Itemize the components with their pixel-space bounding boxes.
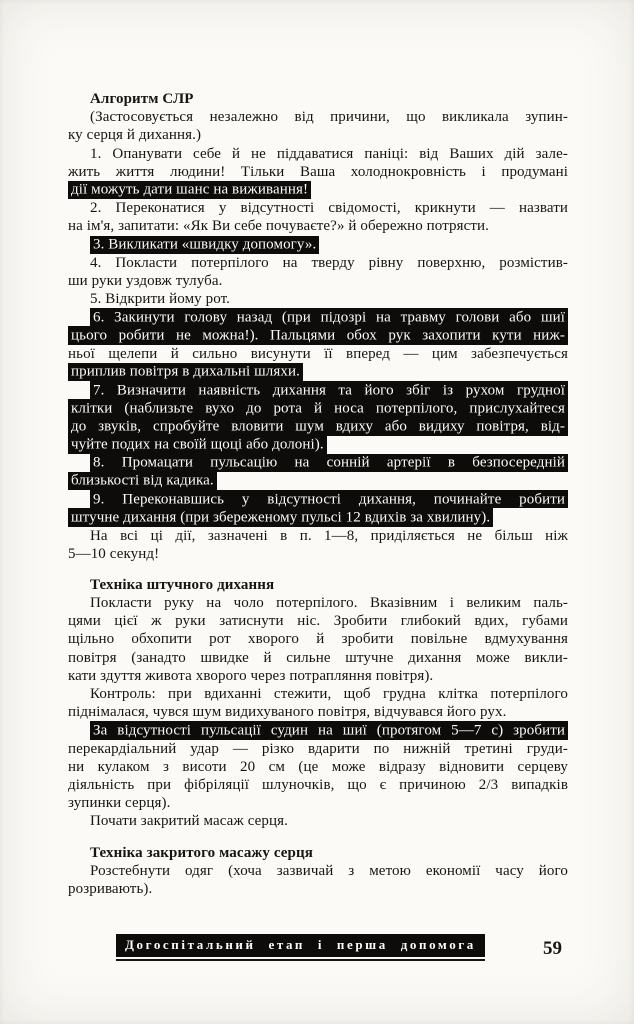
section-heading: [68, 576, 568, 594]
line-text: Почати закритий масаж серця.: [90, 813, 288, 830]
line-text: 3. Викликати «швидку допомогу».: [90, 236, 319, 254]
text-line: [68, 776, 568, 794]
text-line: [68, 254, 568, 272]
text-line: [68, 721, 568, 739]
text-line: [68, 527, 568, 545]
text-line: [68, 490, 568, 508]
line-text: 5—10 секунд!: [68, 545, 160, 562]
line-text: до звуків, спробуйте вловити шум вдиху або видиху повітря, від-: [68, 417, 568, 435]
line-text: 4. Покласти потерпілого на тверду рівну поверхню, розмістив-: [90, 254, 568, 271]
text-line: [68, 545, 568, 563]
text-line: [68, 236, 568, 254]
line-text: Контроль: при вдиханні стежити, щоб грудна клітка потерпілого: [90, 686, 568, 702]
line-text: ку серця й дихання.): [68, 127, 202, 144]
text-line: [68, 667, 568, 685]
text-line: [68, 880, 568, 898]
page-number: 59: [543, 938, 562, 959]
text-line: [68, 703, 568, 721]
text-line: [68, 612, 568, 630]
line-text: жить життя людини! Тільки Ваша холоднокровність і продумані: [68, 163, 568, 180]
line-text: 9. Переконавшись у відсутності дихання, починайте робити: [90, 490, 568, 508]
text-line: [68, 740, 568, 758]
line-text: цього робити не можна!). Пальцями обох рук захопити кути ниж-: [68, 326, 568, 344]
line-text: розривають).: [68, 880, 153, 897]
line-text: За відсутності пульсації судин на шиї (протягом 5—7 с) зробити: [90, 721, 568, 739]
text-line: [68, 181, 568, 199]
text-line: [68, 199, 568, 217]
line-text: штучне дихання (при збереженому пульсі 12 вдихів за хвилину).: [68, 508, 493, 526]
section-heading: [68, 90, 568, 108]
text-line: [68, 685, 568, 703]
line-text: чуйте подих на своїй щоці або долоні).: [68, 436, 327, 454]
line-text: Техніка штучного дихання: [90, 576, 275, 593]
text-column: [68, 90, 568, 898]
text-line: [68, 862, 568, 880]
line-text: перекардіальний удар — різко вдарити по нижній третині груди-: [68, 740, 568, 757]
text-line: [68, 272, 568, 290]
text-line: [68, 794, 568, 812]
text-line: [68, 594, 568, 612]
text-line: [68, 508, 568, 526]
line-text: Покласти руку на чоло потерпілого. Вказівним і великим паль-: [90, 595, 568, 612]
text-line: [68, 812, 568, 830]
line-text: діяльність при фібріляції шлуночків, що є причиною 2/3 випадків: [68, 776, 568, 793]
section-heading: [68, 844, 568, 862]
text-line: [68, 308, 568, 326]
line-text: 7. Визначити наявність дихання та його збіг із рухом грудної: [90, 381, 568, 399]
page-footer: [68, 934, 568, 961]
text-line: [68, 145, 568, 163]
text-line: [68, 126, 568, 144]
text-line: [68, 399, 568, 417]
line-text: щільно обхопити рот хворого й зробити повільне вдмухування: [68, 631, 568, 648]
line-text: 6. Закинути голову назад (при підозрі на травму голови або шиї: [90, 308, 568, 326]
line-text: 8. Промацати пульсацію на сонній артерії в безпосередній: [90, 454, 568, 472]
line-text: 2. Переконатися у відсутності свідомості, крикнути — назвати: [90, 200, 568, 217]
text-line: [68, 163, 568, 181]
footer-rule: [116, 934, 485, 961]
text-line: [68, 472, 568, 490]
line-text: (Застосовується незалежно від причини, що викликала зупин-: [90, 109, 568, 126]
text-line: [68, 649, 568, 667]
line-text: дії можуть дати шанс на виживання!: [68, 181, 311, 199]
line-text: Розстебнути одяг (хоча зазвичай з метою економії часу його: [90, 862, 568, 879]
text-line: [68, 326, 568, 344]
text-line: [68, 363, 568, 381]
line-text: 1. Опанувати себе й не піддаватися паніці: від Ваших дій зале-: [90, 145, 568, 162]
text-line: [68, 381, 568, 399]
text-line: [68, 630, 568, 648]
text-line: [68, 758, 568, 776]
text-line: [68, 345, 568, 363]
line-text: повітря (занадто швидке й сильне штучне дихання може викли-: [68, 649, 568, 666]
footer-title: Догоспітальний етап і перша допомога: [116, 934, 485, 957]
text-line: [68, 436, 568, 454]
line-text: ши руки уздовж тулуба.: [68, 272, 223, 289]
line-text: ни кулаком з висоти 20 см (це може відразу відновити серцеву: [68, 758, 568, 775]
line-text: приплив повітря в дихальні шляхи.: [68, 363, 303, 381]
text-line: [68, 454, 568, 472]
line-text: клітки (наблизьте вухо до рота й носа потерпілого, прислухайтеся: [68, 399, 568, 417]
line-text: ньої щелепи й сильно висунути її вперед — цим забезпечується: [68, 345, 568, 362]
line-text: 5. Відкрити йому рот.: [90, 291, 231, 308]
line-text: зупинки серця).: [68, 795, 171, 812]
line-text: Техніка закритого масажу серця: [90, 844, 313, 861]
line-text: цями цієї ж руки затиснути ніс. Зробити глибокий вдих, губами: [68, 613, 568, 630]
line-text: Алгоритм СЛР: [90, 91, 194, 107]
line-text: піднімалася, чувся шум видихуваного повітря, відчувався його рух.: [68, 704, 507, 721]
line-text: близькості від кадика.: [68, 472, 217, 490]
text-line: [68, 108, 568, 126]
line-text: кати здуття живота хворого через потрапляння повітря).: [68, 667, 434, 684]
text-line: [68, 417, 568, 435]
text-line: [68, 290, 568, 308]
line-text: На всі ці дії, зазначені в п. 1—8, приділяється не більш ніж: [90, 527, 568, 544]
text-line: [68, 217, 568, 235]
line-text: на ім'я, запитати: «Як Ви себе почуваєте?» й обережно потрясти.: [68, 218, 490, 235]
